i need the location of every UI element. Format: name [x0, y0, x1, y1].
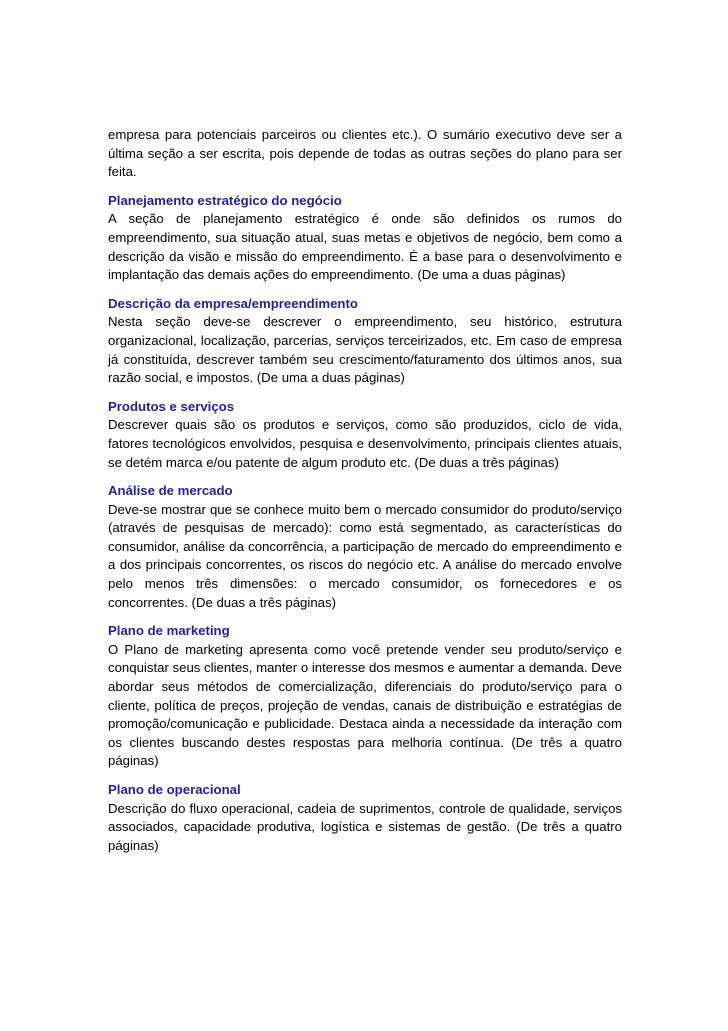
- section-analise-mercado: [108, 482, 622, 612]
- section-title: Descrição da empresa/empreendimento: [108, 295, 358, 311]
- section-body: O Plano de marketing apresenta como você pretende vender seu produto/serviço e conquistar seus clientes, manter o interesse dos mesmos e aumentar a demanda. Deve abordar seus métodos de comercialização, diferenciais do produto/serviço para o cliente, política de preços, projeção de vendas, canais de distribuição e estratégias de promoção/comunicação e publicidade. Destaca ainda a necessidade da interação com os clientes buscando destes respostas para melhoria contínua. (De três a quatro páginas): [108, 641, 622, 769]
- section-planejamento: [108, 192, 622, 285]
- section-title: Produtos e serviços: [108, 398, 235, 414]
- section-title: Plano de marketing: [108, 623, 230, 639]
- section-produtos-servicos: [108, 398, 622, 472]
- section-body: Nesta seção deve-se descrever o empreendimento, seu histórico, estrutura organizacional, localização, parcerias, serviços terceirizados, etc. Em caso de empresa já constituída, descrever também seu crescimento/faturamento dos últimos anos, sua razão social, e impostos. (De uma a duas páginas): [108, 314, 622, 386]
- document-page: [108, 126, 622, 865]
- section-body: Descrever quais são os produtos e serviços, como são produzidos, ciclo de vida, fatores tecnológicos envolvidos, pesquisa e desenvolvimento, principais clientes atuais, se detém marca e/ou patente de algum produto etc. (De duas a três páginas): [108, 417, 622, 470]
- intro-paragraph: empresa para potenciais parceiros ou clientes etc.). O sumário executivo deve ser a última seção a ser escrita, pois depende de todas as outras seções do plano para ser feita.: [108, 127, 622, 180]
- section-descricao-empresa: [108, 295, 622, 388]
- section-body: Deve-se mostrar que se conhece muito bem o mercado consumidor do produto/serviço (através de pesquisas de mercado): como está segmentado, as características do consumidor, análise da concorrência, a participação de mercado do empreendimento e a dos principais concorrentes, os riscos do negócio etc. A análise do mercado envolve pelo menos três dimensões: o mercado consumidor, os fornecedores e os concorrentes. (De duas a três páginas): [108, 501, 622, 610]
- section-body: Descrição do fluxo operacional, cadeia de suprimentos, controle de qualidade, serviços associados, capacidade produtiva, logística e sistemas de gestão. (De três a quatro páginas): [108, 800, 622, 853]
- section-plano-marketing: [108, 622, 622, 771]
- section-title: Análise de mercado: [108, 483, 233, 499]
- section-body: A seção de planejamento estratégico é onde são definidos os rumos do empreendimento, sua situação atual, suas metas e objetivos de negócio, bem como a descrição da visão e missão do empreendimento. É a base para o desenvolvimento e implantação das demais ações do empreendimento. (De uma a duas páginas): [108, 211, 622, 283]
- section-title: Planejamento estratégico do negócio: [108, 192, 342, 208]
- section-plano-operacional: [108, 781, 622, 855]
- section-title: Plano de operacional: [108, 782, 241, 797]
